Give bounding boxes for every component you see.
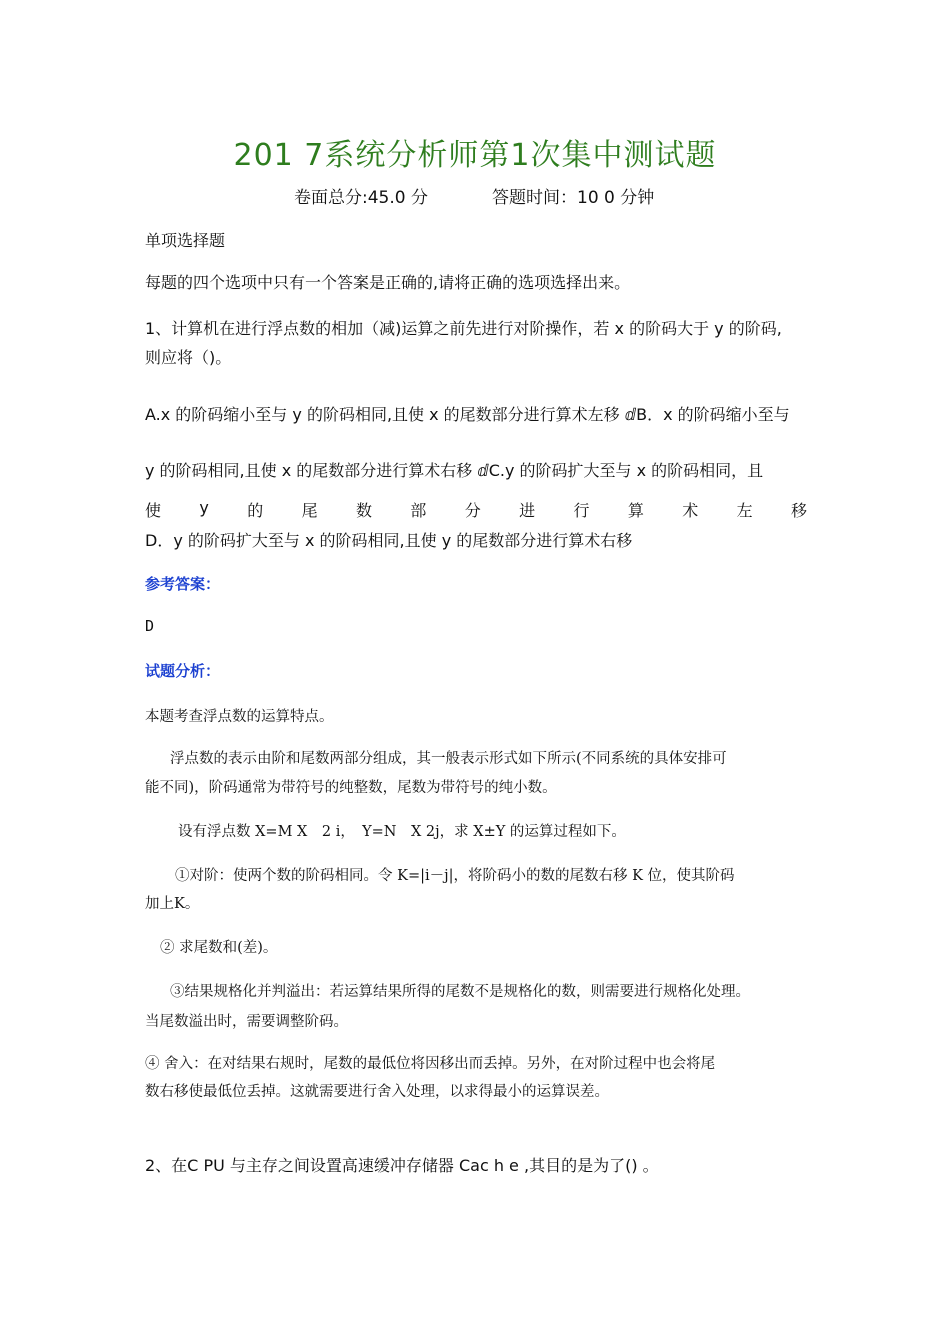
q1-options-line2: y 的阶码相同,且使 x 的尾数部分进行算术右移 ⅆC.y 的阶码扩大至与 x 的阶码相同，且: [145, 461, 764, 480]
word: 使: [145, 501, 162, 520]
section-heading: 单项选择题: [145, 231, 226, 250]
instructions: 每题的四个选项中只有一个答案是正确的,请将正确的选项选择出来。: [145, 273, 631, 292]
analysis-line: ④ 舍入：在对结果右规时，尾数的最低位将因移出而丢掉。另外，在对阶过程中也会将尾: [145, 1056, 716, 1072]
analysis-line: 加上K。: [145, 896, 200, 912]
word: 左: [736, 501, 753, 520]
analysis-line: ② 求尾数和(差)。: [160, 940, 278, 956]
exam-time: 答题时间：10 0 分钟: [492, 188, 655, 208]
page-title: 201 7系统分析师第1次集中测试题: [233, 138, 717, 173]
answer-value: D: [145, 617, 155, 635]
analysis-line: 当尾数溢出时，需要调整阶码。: [145, 1014, 348, 1030]
analysis-line: ①对阶：使两个数的阶码相同。令 K=|i－j|，将阶码小的数的尾数右移 K 位，使其阶码: [175, 868, 735, 884]
analysis-label: 试题分析：: [145, 662, 221, 680]
analysis-line: 能不同)，阶码通常为带符号的纯整数，尾数为带符号的纯小数。: [145, 780, 557, 796]
word: 算: [627, 501, 644, 520]
word: 数: [355, 501, 372, 520]
q1-options-line3: [145, 498, 807, 521]
q1-options-line1: A.x 的阶码缩小至与 y 的阶码相同,且使 x 的尾数部分进行算术左移 ⅆB．x 的阶码缩小至与: [145, 405, 790, 424]
analysis-line: 设有浮点数 X=M X 2 i， Y=N X 2j，求 X±Y 的运算过程如下。: [178, 824, 626, 840]
q1-stem-line2: 则应将（)。: [145, 348, 232, 367]
q1-stem-line1: 1、计算机在进行浮点数的相加（减)运算之前先进行对阶操作，若 x 的阶码大于 y 的阶码,: [145, 319, 782, 338]
analysis-line: 数右移使最低位丢掉。这就需要进行舍入处理，以求得最小的运算误差。: [145, 1084, 609, 1100]
q1-options-line4: D．y 的阶码扩大至与 x 的阶码相同,且使 y 的尾数部分进行算术右移: [145, 531, 633, 550]
word: 行: [573, 501, 590, 520]
analysis-line: ③结果规格化并判溢出：若运算结果所得的尾数不是规格化的数，则需要进行规格化处理。: [170, 984, 750, 1000]
word: 进: [519, 501, 536, 520]
word: 分: [464, 501, 481, 520]
word: 移: [790, 501, 807, 520]
word: y: [199, 498, 209, 517]
word: 术: [682, 501, 699, 520]
total-score: 卷面总分:45.0 分: [294, 188, 428, 208]
word: 部: [410, 501, 427, 520]
answer-label: 参考答案：: [145, 575, 221, 593]
word: 尾: [301, 501, 318, 520]
q2-stem: 2、在C PU 与主存之间设置高速缓冲存储器 Cac h e ,其目的是为了() 。: [145, 1156, 659, 1175]
analysis-line: 本题考查浮点数的运算特点。: [145, 709, 334, 725]
word: 的: [247, 501, 264, 520]
analysis-line: 浮点数的表示由阶和尾数两部分组成，其一般表示形式如下所示(不同系统的具体安排可: [170, 751, 727, 767]
